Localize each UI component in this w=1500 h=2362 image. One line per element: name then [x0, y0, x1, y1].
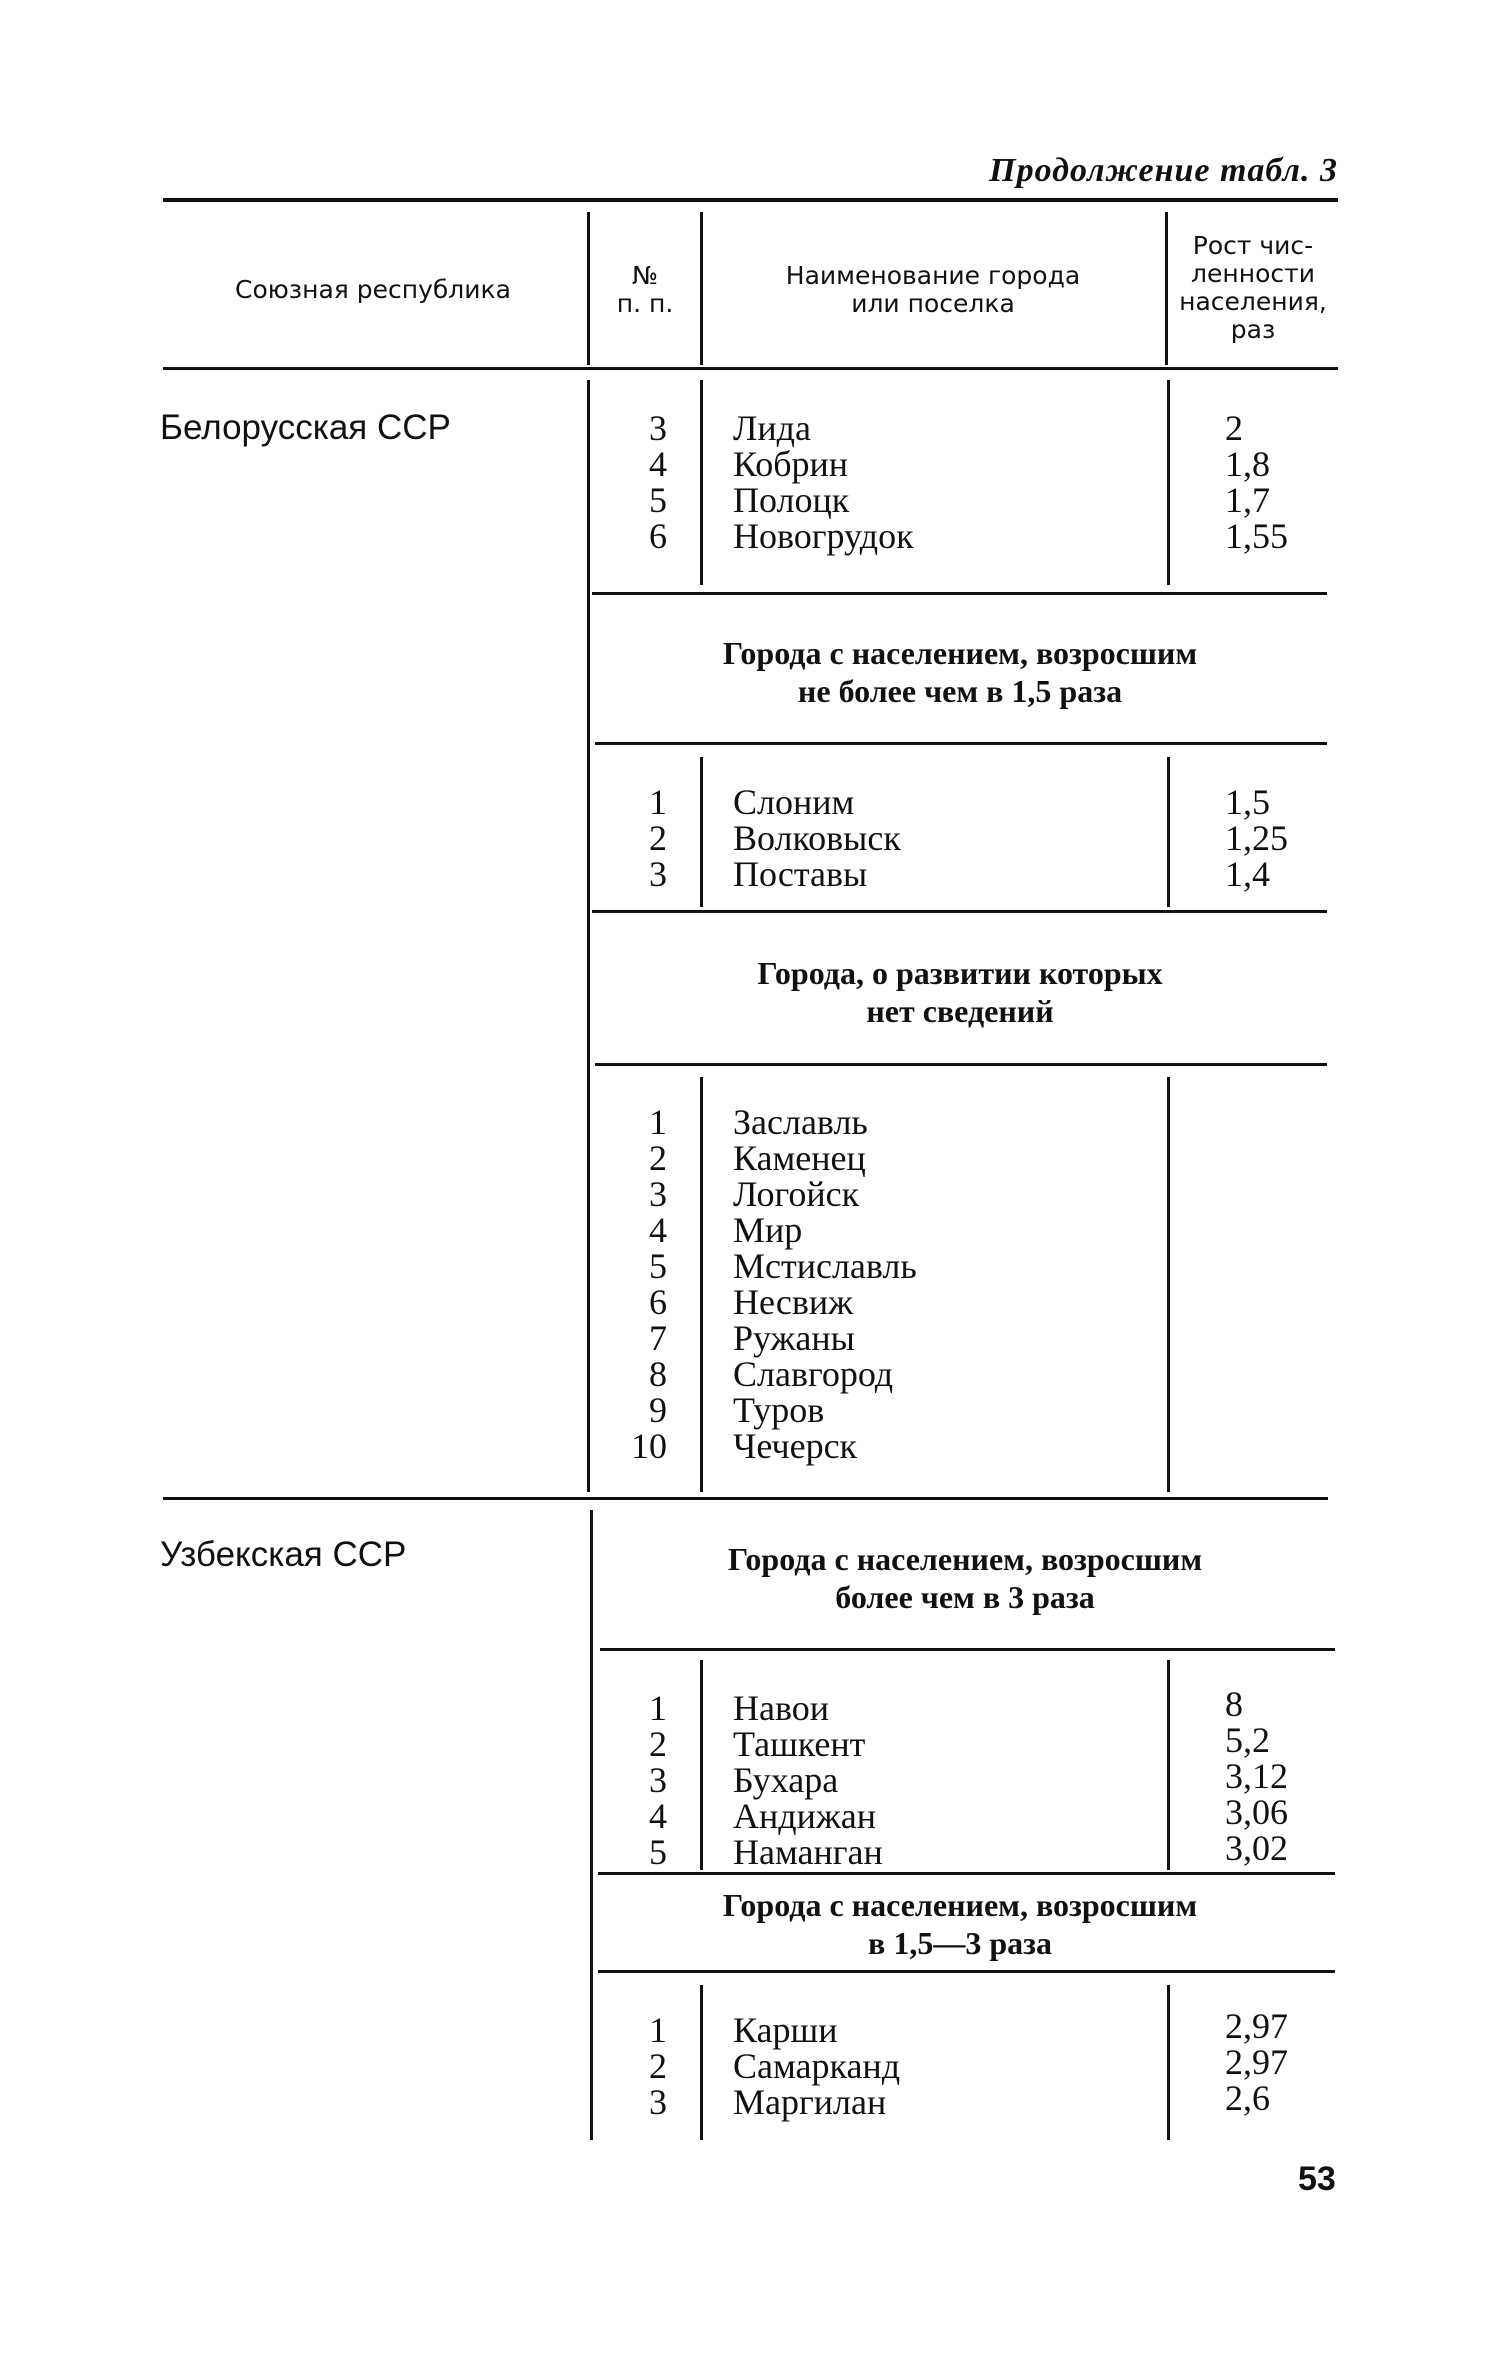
header-name-line: или поселка: [851, 289, 1015, 318]
header-growth-line: ленности: [1191, 259, 1315, 288]
column-rule: [1167, 1985, 1170, 2140]
header-growth: [1168, 232, 1338, 344]
section-title-line: Города с населением, возросшим: [722, 1887, 1198, 1923]
section-rule: [592, 910, 1327, 913]
header-number: [590, 262, 700, 318]
section-title: [665, 1886, 1255, 1962]
section-rule: [595, 742, 1327, 745]
city-names: Заславль Каменец Логойск Мир Мстиславль Несвиж Ружаны Славгород Туров Чечерск: [733, 1102, 917, 1466]
row-numbers: 1 2 3: [649, 782, 667, 894]
column-rule: [1167, 1660, 1170, 1870]
column-rule: [700, 380, 703, 585]
growth-values: 2,97 2,97 2,6: [1225, 2006, 1288, 2118]
column-rule: [700, 757, 703, 907]
section-rule: [598, 1872, 1335, 1875]
row-numbers: 3 4 5 6: [649, 408, 667, 556]
column-rule: [700, 1660, 703, 1870]
republic-name: Узбекская ССР: [160, 1535, 407, 1574]
section-rule: [595, 1063, 1327, 1066]
city-names: Лида Кобрин Полоцк Новогрудок: [733, 408, 914, 556]
growth-values: 8 5,2 3,12 3,06 3,02: [1225, 1684, 1288, 1868]
header-bottom-rule: [163, 367, 1338, 370]
column-rule: [1167, 1077, 1170, 1492]
section-title: [665, 954, 1255, 1030]
group-rule: [590, 1510, 593, 2140]
section-title-line: Города, о развитии которых: [757, 955, 1163, 991]
republic-separator: [163, 1497, 1328, 1500]
section-title-line: Города с населением, возросшим: [727, 1541, 1203, 1577]
column-rule: [700, 1985, 703, 2140]
city-names: Навои Ташкент Бухара Андижан Наманган: [733, 1688, 883, 1872]
section-title: [670, 1540, 1260, 1616]
growth-values: 2 1,8 1,7 1,55: [1225, 408, 1288, 556]
header-name: [703, 262, 1163, 318]
page-number: 53: [1298, 2160, 1336, 2198]
row-numbers: 1 2 3 4 5: [649, 1688, 667, 1872]
section-rule: [592, 592, 1327, 595]
header-name-line: Наименование города: [785, 261, 1081, 290]
header-top-rule: [163, 198, 1338, 202]
column-rule: [1167, 380, 1170, 585]
section-title-line: Города с населением, возросшим: [722, 635, 1198, 671]
city-names: Карши Самарканд Маргилан: [733, 2010, 901, 2122]
section-title-line: более чем в 3 раза: [835, 1579, 1095, 1615]
section-title: [665, 634, 1255, 710]
row-numbers: 1 2 3 4 5 6 7 8 9 10: [631, 1102, 667, 1466]
row-numbers: 1 2 3: [649, 2010, 667, 2122]
column-rule: [700, 1077, 703, 1492]
republic-name: Белорусская ССР: [160, 408, 451, 447]
section-rule: [600, 1648, 1335, 1651]
section-rule: [598, 1970, 1335, 1973]
section-title-line: нет сведений: [866, 993, 1054, 1029]
group-rule: [587, 380, 590, 1492]
header-growth-line: раз: [1230, 315, 1276, 344]
header-growth-line: населения,: [1179, 287, 1327, 316]
city-names: Слоним Волковыск Поставы: [733, 782, 901, 894]
section-title-line: не более чем в 1,5 раза: [797, 673, 1123, 709]
column-rule: [1167, 757, 1170, 907]
header-growth-line: Рост чис-: [1192, 231, 1314, 260]
header-number-line: №: [631, 261, 658, 290]
header-number-line: п. п.: [616, 289, 674, 318]
growth-values: 1,5 1,25 1,4: [1225, 782, 1288, 894]
header-republic: Союзная республика: [235, 275, 511, 304]
section-title-line: в 1,5—3 раза: [868, 1925, 1052, 1961]
table-caption: Продолжение табл. 3: [989, 152, 1338, 189]
